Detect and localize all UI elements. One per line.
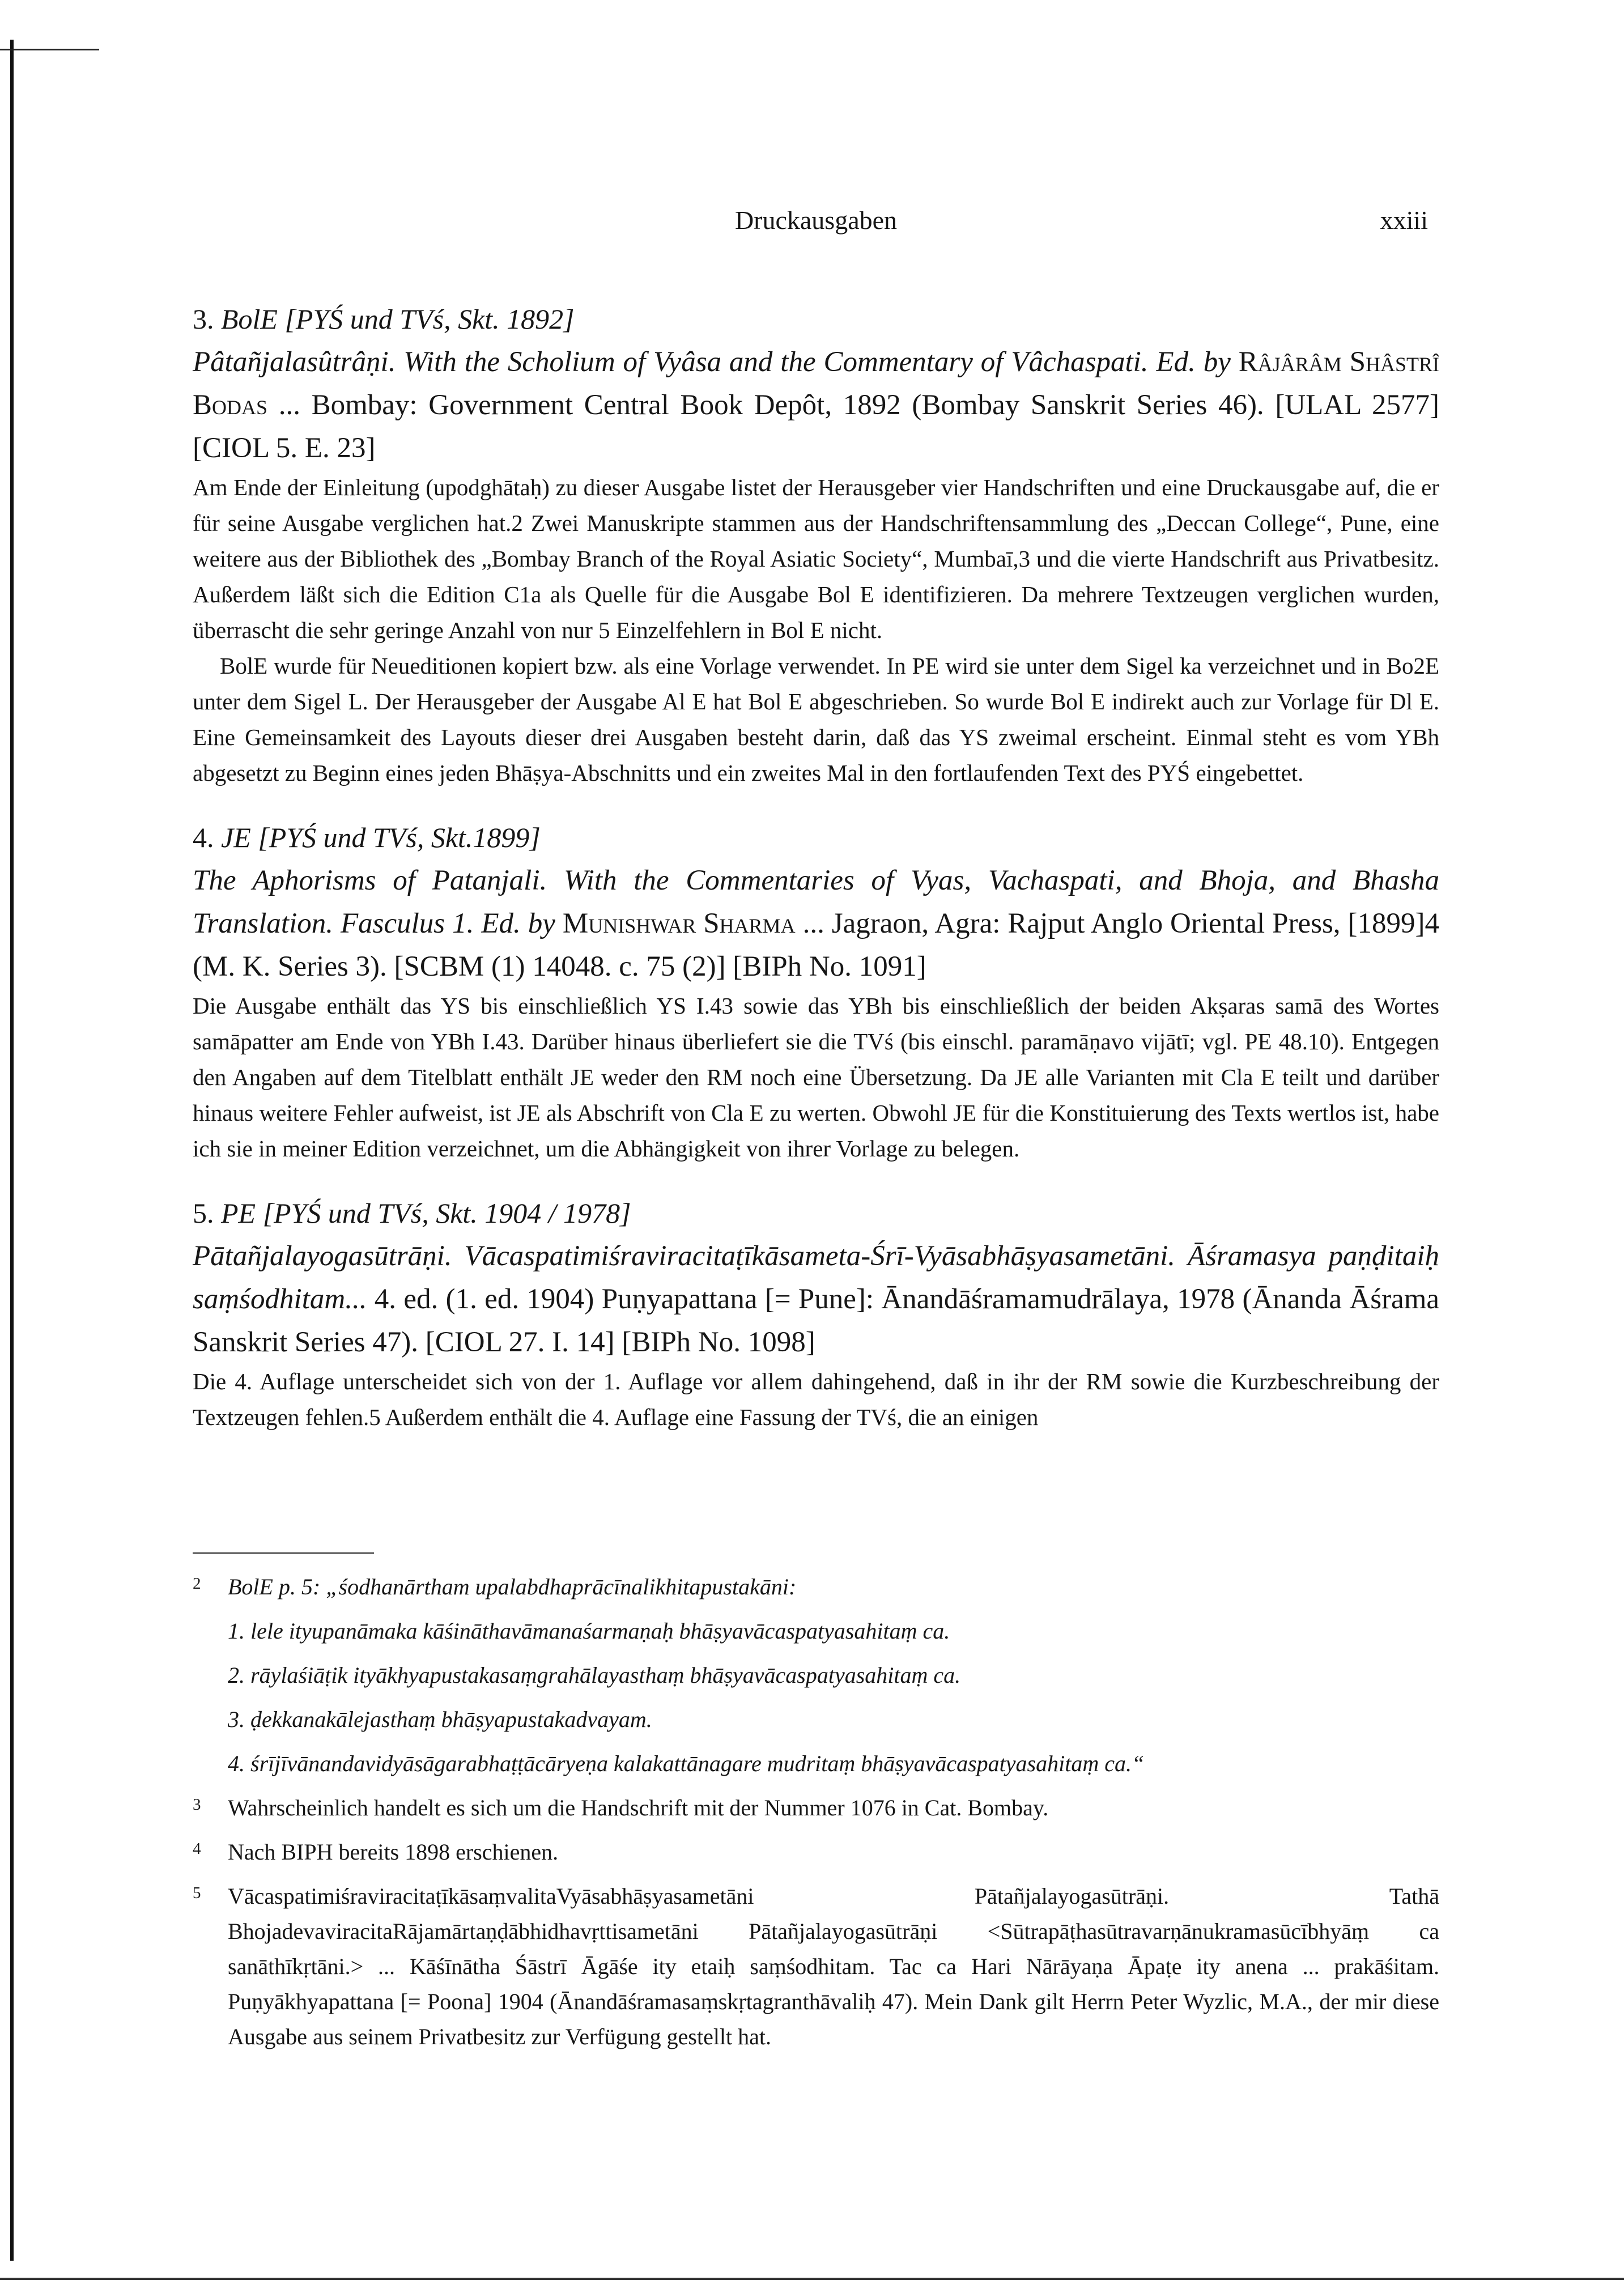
footnote-2	[193, 1569, 1439, 1605]
bib-publication: 4. ed. (1. ed. 1904) Puṇyapattana [= Pune]: Ānandāśramamudrālaya, 1978 (Ānanda Āśrama Sanskrit Series 47). [CIOL 27. I. 14] [BIPh No. 1098]	[193, 1283, 1439, 1358]
entry-siglum: JE [PYŚ und TVś, Skt.1899]	[221, 822, 541, 853]
entry-siglum: PE [PYŚ und TVś, Skt. 1904 / 1978]	[221, 1197, 631, 1229]
footnote-3	[193, 1790, 1439, 1826]
main-content	[193, 297, 1439, 1460]
footnote-5	[193, 1879, 1439, 2054]
entry-number: 5.	[193, 1197, 214, 1229]
scan-edge-mark	[0, 49, 99, 50]
footnote-text: Nach BIPH bereits 1898 erschienen.	[228, 1839, 559, 1865]
edition-entry	[193, 816, 1439, 1167]
footnote-number: 5	[193, 1884, 201, 1902]
entry-number: 3.	[193, 303, 214, 335]
bib-publication: ... Jagraon, Agra: Rajput Anglo Oriental Press, [1899]4 (M. K. Series 3). [SCBM (1) 14048. c. 75 (2)] [BIPh No. 1091]	[193, 908, 1440, 982]
running-header	[204, 205, 1428, 245]
footnotes	[193, 1552, 1439, 2064]
entry-heading	[193, 1192, 1439, 1235]
running-title: Druckausgaben	[734, 206, 898, 235]
bib-title: The Aphorisms of Patanjali. With the Commentaries of Vyas, Vachaspati, and Bhoja, and Bhasha Translation. Fasculus 1. Ed. by	[193, 865, 1439, 939]
scan-bottom-edge	[0, 2278, 1624, 2280]
entry-paragraph: Am Ende der Einleitung (upodghātaḥ) zu dieser Ausgabe listet der Herausgeber vier Handschriften und eine Druckausgabe auf, die er für seine Ausgabe verglichen hat.2 Zwei Manuskripte stammen aus der Handschriftensammlung des „Deccan College“, Pune, eine weitere aus der Bibliothek des „Bombay Branch of the Royal Asiatic Society“, Mumbaī,3 und die vierte Handschrift aus Privatbesitz. Außerdem läßt sich die Edition C1a als Quelle für die Ausgabe Bol E identifizieren. Da mehrere Textzeugen verglichen wurden, überrascht die sehr geringe Anzahl von nur 5 Einzelfehlern in Bol E nicht.	[193, 474, 1439, 643]
edition-entry	[193, 297, 1439, 791]
page-number: xxiii	[1380, 206, 1428, 235]
footnote-number: 2	[193, 1575, 201, 1593]
bib-title: Pâtañjalasûtrâṇi. With the Scholium of Vyâsa and the Commentary of Vâchaspati. Ed. by	[193, 346, 1231, 378]
entry-paragraph: Die Ausgabe enthält das YS bis einschließlich YS I.43 sowie das YBh bis einschließlich der beiden Akṣaras samā des Wortes samāpatter am Ende von YBh I.43. Darüber hinaus überliefert sie die TVś (bis einschl. paramāṇavo vijātī; vgl. PE 48.10). Entgegen den Angaben auf dem Titelblatt enthält JE weder den RM noch eine Übersetzung. Da JE alle Varianten mit Cla E teilt und darüber hinaus weitere Fehler aufweist, ist JE als Abschrift von Cla E zu werten. Obwohl JE für die Konstituierung des Texts wertlos ist, habe ich sie in meiner Edition verzeichnet, um die Abhängigkeit von ihrer Vorlage zu belegen.	[193, 993, 1439, 1162]
entry-heading	[193, 297, 1439, 341]
entry-paragraph: BolE wurde für Neueditionen kopiert bzw. als eine Vorlage verwendet. In PE wird sie unter dem Sigel ka verzeichnet und in Bo2E unter dem Sigel L. Der Herausgeber der Ausgabe Al E hat Bol E abgeschrieben. So wurde Bol E indirekt auch zur Vorlage für Dl E. Eine Gemeinsamkeit des Layouts dieser drei Ausgaben besteht darin, daß das YS zweimal erscheint. Einmal steht es vom YBh abgesetzt zu Beginn eines jeden Bhāṣya-Abschnitts und ein zweites Mal in den fortlaufenden Text des PYŚ eingebettet.	[193, 653, 1439, 786]
footnote-list-item: 4. śrījīvānandavidyāsāgarabhaṭṭācāryeṇa kalakattānagare mudritaṃ bhāṣyavācaspatyasahitaṃ ca.“	[228, 1751, 1145, 1776]
footnote-rule	[193, 1552, 374, 1554]
bibliographic-record	[193, 341, 1439, 470]
bib-title: Pātañjalayogasūtrāṇi. Vācaspatimiśraviracitaṭīkāsameta-Śrī-Vyāsabhāṣyasametāni. Āśramasya paṇḍitaiḥ saṃśodhitam...	[193, 1240, 1439, 1315]
footnote-number: 3	[193, 1796, 201, 1814]
entry-number: 4.	[193, 822, 214, 853]
bib-editor: Râjârâm Shâstrî Bodas	[193, 346, 1439, 421]
footnote-number: 4	[193, 1840, 201, 1858]
entry-paragraph: Die 4. Auflage unterscheidet sich von der 1. Auflage vor allem dahingehend, daß in ihr der RM sowie die Kurzbeschreibung der Textzeugen fehlen.5 Außerdem enthält die 4. Auflage eine Fassung der TVś, die an einigen	[193, 1368, 1439, 1430]
footnote-list-item: 2. rāylaśiāṭik ityākhyapustakasaṃgrahālayasthaṃ bhāṣyavācaspatyasahitaṃ ca.	[228, 1662, 961, 1688]
footnote-text: Wahrscheinlich handelt es sich um die Handschrift mit der Nummer 1076 in Cat. Bombay.	[228, 1795, 1049, 1820]
entry-heading	[193, 816, 1439, 859]
footnote-4	[193, 1835, 1439, 1870]
bib-publication: ... Bombay: Government Central Book Depôt, 1892 (Bombay Sanskrit Series 46). [ULAL 2577] [CIOL 5. E. 23]	[193, 389, 1440, 464]
footnote-list-item: 3. ḍekkanakālejasthaṃ bhāṣyapustakadvayam.	[228, 1707, 652, 1732]
footnote-text: BolE p. 5: „śodhanārtham upalabdhaprācīnalikhitapustakāni:	[228, 1574, 797, 1599]
bib-editor: Munishwar Sharma	[562, 908, 796, 939]
bibliographic-record	[193, 859, 1439, 988]
bibliographic-record	[193, 1235, 1439, 1364]
footnote-text: VācaspatimiśraviracitaṭīkāsaṃvalitaVyāsabhāṣyasametāni Pātañjalayogasūtrāṇi. Tathā BhojadevaviracitaRājamārtaṇḍābhidhavṛttisametāni Pātañjalayogasūtrāṇi <Sūtrapāṭhasūtravarṇānukramasūcībhyāṃ ca sanāthīkṛtāni.> ... Kāśīnātha Śāstrī Āgāśe ity etaiḥ saṃśodhitam. Tac ca Hari Nārāyaṇa Āpaṭe ity anena ... prakāśitam. Puṇyākhyapattana [= Poona] 1904 (Ānandāśramasaṃskṛtagranthāvaliḥ 47). Mein Dank gilt Herrn Peter Wyzlic, M.A., der mir diese Ausgabe aus seinem Privatbesitz zur Verfügung gestellt hat.	[228, 1883, 1439, 2049]
scan-binding-edge	[10, 40, 14, 2261]
edition-entry	[193, 1192, 1439, 1435]
footnote-list-item: 1. lele ityupanāmaka kāśināthavāmanaśarmaṇaḥ bhāṣyavācaspatyasahitaṃ ca.	[228, 1618, 950, 1644]
entry-siglum: BolE [PYŚ und TVś, Skt. 1892]	[221, 303, 575, 335]
